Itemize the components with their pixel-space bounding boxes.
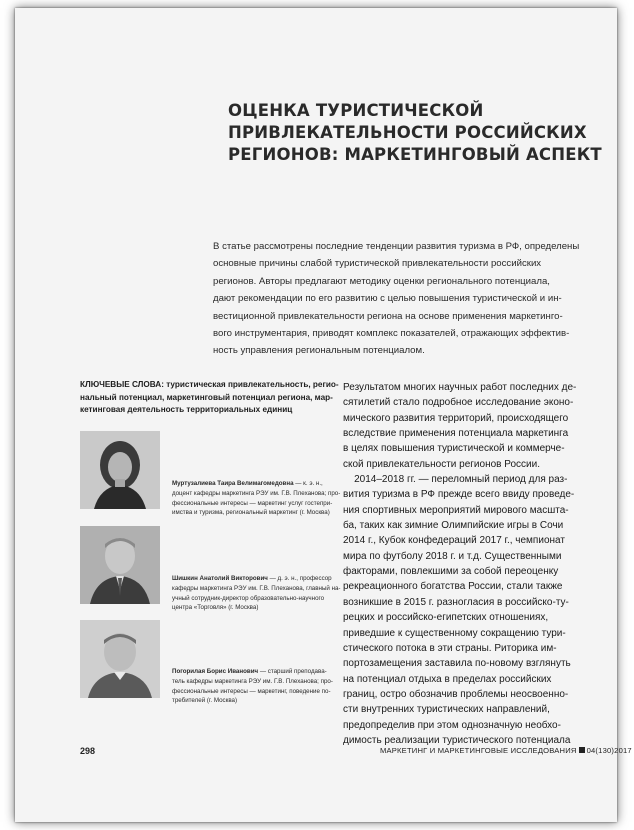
author-info — [172, 667, 333, 706]
page-number: 298 — [80, 746, 96, 756]
author-photo — [80, 431, 160, 509]
author-line: — старший преподава- — [258, 668, 327, 675]
body-line: факторами, повлекшими за собой переоценку — [343, 566, 559, 578]
author-info — [172, 574, 341, 613]
journal-footer — [380, 746, 632, 755]
title-line: ОЦЕНКА ТУРИСТИЧЕСКОЙ — [228, 101, 484, 120]
author-line: требителей (г. Москва) — [172, 697, 238, 705]
body-line: в целях повышения туристической и коммерче- — [343, 443, 565, 455]
keywords-line: кетинговая деятельность территориальных единиц — [80, 405, 293, 414]
author-line: — к. э. н., — [293, 480, 323, 487]
keywords-line: КЛЮЧЕВЫЕ СЛОВА: туристическая привлекательность, регио- — [80, 380, 339, 389]
body-line: ния спортивных мероприятий мирового масшта- — [343, 504, 569, 516]
author-name: Муртузалиева Таира Велимагомедовна — [172, 480, 294, 487]
journal-issue: 04(130)2017 — [586, 746, 632, 755]
body-line: мического развития территорий, происходящего — [343, 412, 569, 424]
body-line: на потенциал отдыха в пределах российских — [343, 673, 552, 685]
author-line: — д. э. н., профессор — [267, 575, 332, 582]
body-line: 2014–2018 гг. — переломный период для раз- — [343, 474, 568, 486]
author-line: фессиональные интересы — маркетинг, поведение по- — [172, 687, 331, 695]
abstract-line: ность управления региональным потенциалом. — [213, 345, 425, 357]
body-line: Результатом многих научных работ последних де- — [343, 382, 577, 393]
square-separator-icon — [579, 747, 585, 753]
author-line: учный сотрудник-директор образовательно-научного — [172, 594, 325, 602]
article-title — [228, 100, 602, 166]
body-line: рецких и российско-египетских отношениях, — [343, 612, 549, 624]
author-line: имства и туризма, региональный маркетинг (г. Москва) — [172, 509, 330, 517]
author-photo — [80, 526, 160, 604]
body-line: возникшие в 2015 г. разногласия в российско-ту- — [343, 596, 569, 608]
abstract — [213, 238, 599, 360]
author-line: тель кафедры маркетинга РЭУ им. Г.В. Плеханова; про- — [172, 677, 333, 685]
author-line: кафедры маркетинга РЭУ им. Г.В. Плеханова, главный на- — [172, 584, 341, 592]
body-line: приведшие к существенному сокращению тури- — [343, 627, 566, 639]
author-line: доцент кафедры маркетинга РЭУ им. Г.В. Плеханова; про- — [172, 489, 341, 497]
keywords-block — [80, 379, 339, 417]
abstract-line: вого инструментария, приводят комплекс показателей, отражающих эффектив- — [213, 328, 570, 340]
body-line: рекреационного богатства России, стали также — [343, 581, 563, 593]
body-line: стического потока в эти страны. Риторика им- — [343, 642, 557, 654]
author-line: фессиональные интересы — маркетинг услуг гостепри- — [172, 499, 333, 507]
body-line: предопределив при этом однозначную необхо- — [343, 719, 561, 731]
abstract-line: вестиционной привлекательности региона на основе применения маркетинго- — [213, 310, 563, 322]
title-line: РЕГИОНОВ: МАРКЕТИНГОВЫЙ АСПЕКТ — [228, 145, 602, 164]
abstract-line: регионов. Авторы предлагают методику оценки регионального потенциала, — [213, 275, 550, 287]
body-line: вития туризма в РФ прежде всего ввиду проведе- — [343, 489, 575, 501]
body-line: портозамещения заставила по-новому взглянуть — [343, 658, 571, 670]
keywords-line: нальный потенциал, маркетинговый потенциал региона, мар- — [80, 392, 333, 402]
body-line: ба, таких как зимние Олимпийские игры в Сочи — [343, 520, 564, 532]
author-line: центра «Торговля» (г. Москва) — [172, 604, 259, 612]
body-line: сятилетий стало подробное исследование эконо- — [343, 397, 574, 409]
abstract-line: дают рекомендации по его развитию с целью повышения туристической и ин- — [213, 293, 562, 305]
abstract-line: основные причины слабой туристической привлекательности российских — [213, 258, 542, 270]
title-line: ПРИВЛЕКАТЕЛЬНОСТИ РОССИЙСКИХ — [228, 123, 587, 142]
abstract-line: В статье рассмотрены последние тенденции развития туризма в РФ, определены — [213, 241, 580, 252]
body-line: ской привлекательности регионов России. — [343, 458, 540, 470]
body-line: 2014 г., Кубок конфедераций 2017 г., чемпионат — [343, 535, 565, 547]
author-name: Шишкин Анатолий Викторович — [172, 575, 268, 582]
body-line: сти внутренних туристических направлений, — [343, 704, 550, 716]
body-line: мира по футболу 2018 г. и т.д. Существенными — [343, 550, 562, 562]
author-photo — [80, 620, 160, 698]
article-body — [343, 380, 605, 748]
author-info — [172, 479, 341, 518]
body-line: димость реализации туристического потенциала — [343, 734, 571, 746]
journal-name: МАРКЕТИНГ И МАРКЕТИНГОВЫЕ ИССЛЕДОВАНИЯ — [380, 746, 577, 755]
body-line: границ, остро обозначив проблемы неосвоенно- — [343, 688, 569, 700]
author-name: Погорилая Борис Иванович — [172, 668, 259, 675]
body-line: вследствие применения потенциала маркетинга — [343, 428, 569, 440]
